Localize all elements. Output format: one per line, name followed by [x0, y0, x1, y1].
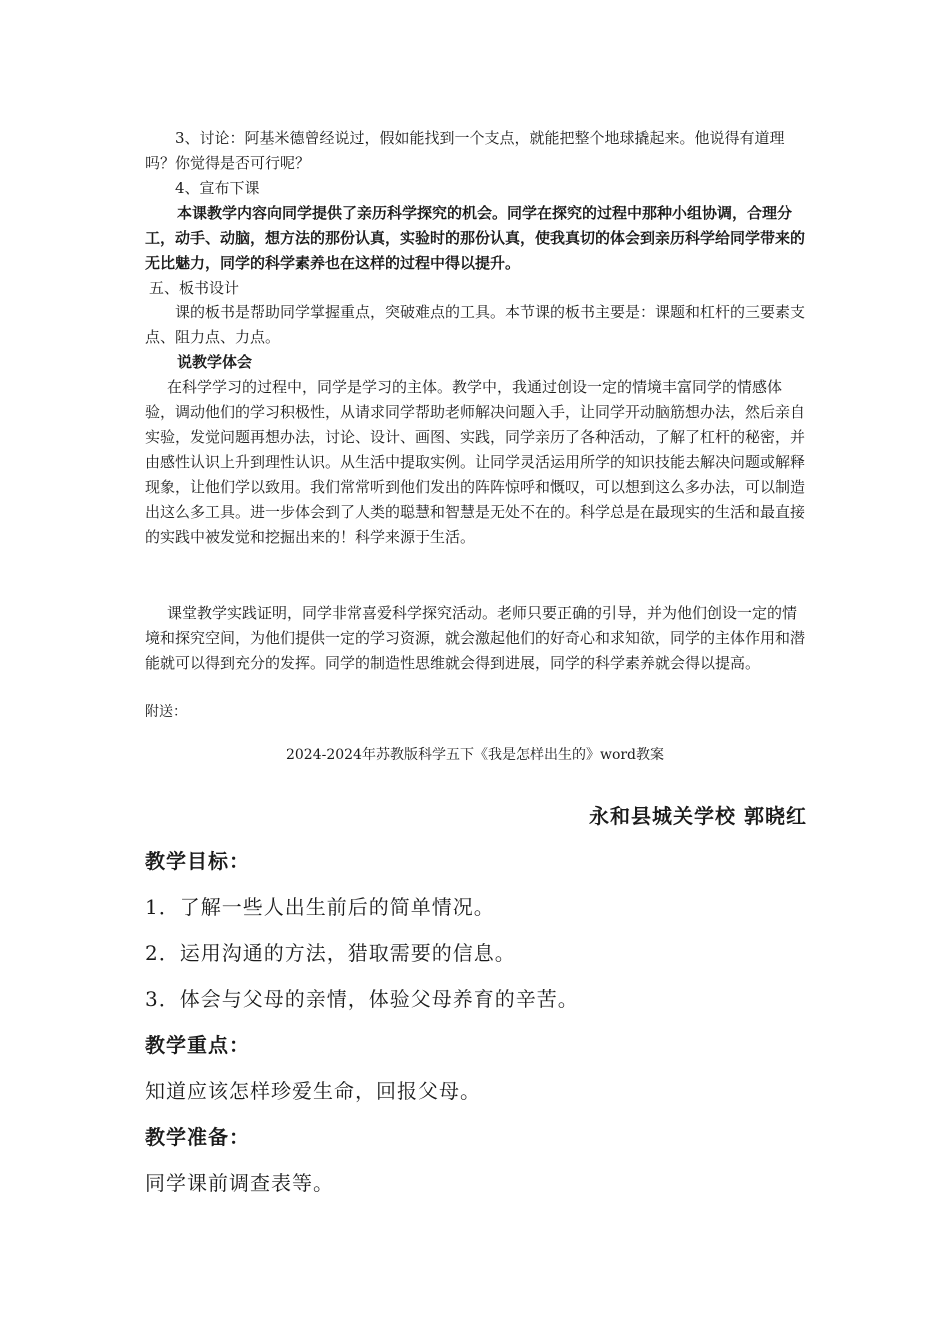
lesson-body — [145, 838, 805, 1206]
board-design-heading-text: 五、板书设计 — [149, 279, 240, 297]
author-text: 永和县城关学校 郭晓红 — [589, 804, 807, 828]
experience-heading-text: 说教学体会 — [177, 353, 253, 371]
dismiss-text: 4、宣布下课 — [175, 179, 260, 197]
experience-paragraph-1 — [145, 375, 805, 550]
experience-text-2: 课堂教学实践证明，同学非常喜爱科学探究活动。老师只要正确的引导，并为他们创设一定的情境和探究空间，为他们提供一定的学习资源，就会激起他们的好奇心和求知欲，同学的主体作用和潜能就可以得到充分的发挥。同学的制造性思维就会得到进展，同学的科学素养就会得以提高。 — [145, 604, 806, 672]
board-design-text: 课的板书是帮助同学掌握重点，突破难点的工具。本节课的板书主要是：课题和杠杆的三要素支点、阻力点、力点。 — [145, 303, 806, 346]
key-heading: 教学重点： — [145, 1033, 250, 1057]
goal-item-3: 3．体会与父母的亲情，体验父母养育的辛苦。 — [145, 987, 579, 1011]
appendix-label — [145, 700, 805, 725]
appendix-title-text: 2024-2024年苏教版科学五下《我是怎样出生的》word教案 — [285, 747, 665, 763]
board-design-paragraph — [145, 300, 805, 350]
goal-item-1: 1．了解一些人出生前后的简单情况。 — [145, 895, 495, 919]
goal-item-2: 2．运用沟通的方法，猎取需要的信息。 — [145, 941, 516, 965]
board-design-heading — [149, 276, 809, 301]
prep-text: 同学课前调查表等。 — [145, 1171, 334, 1195]
key-text: 知道应该怎样珍爱生命，回报父母。 — [145, 1079, 481, 1103]
dismiss-item — [145, 176, 805, 201]
discussion-text: 3、讨论：阿基米德曾经说过，假如能找到一个支点，就能把整个地球撬起来。他说得有道理吗？你觉得是否可行呢？ — [145, 129, 785, 172]
reflection-bold-text: 本课教学内容向同学提供了亲历科学探究的机会。同学在探究的过程中那种小组协调，合理分工，动手、动脑，想方法的那份认真，实验时的那份认真，使我真切的体会到亲历科学给同学带来的无比魅力，同学的科学素养也在这样的过程中得以提升。 — [145, 204, 806, 272]
prep-heading: 教学准备： — [145, 1125, 250, 1149]
experience-text-1: 在科学学习的过程中，同学是学习的主体。教学中，我通过创设一定的情境丰富同学的情感体验，调动他们的学习积极性，从请求同学帮助老师解决问题入手，让同学开动脑筋想办法，然后亲自实验，发觉问题再想办法，讨论、设计、画图、实践，同学亲历了各种活动，了解了杠杆的秘密，并由感性认识上升到理性认识。从生活中提取实例。让同学灵活运用所学的知识技能去解决问题或解释现象，让他们学以致用。我们常常听到他们发出的阵阵惊呼和慨叹，可以想到这么多办法，可以制造出这么多工具。进一步体会到了人类的聪慧和智慧是无处不在的。科学总是在最现实的生活和最直接的实践中被发觉和挖掘出来的！科学来源于生活。 — [145, 378, 806, 546]
reflection-bold-paragraph — [145, 201, 805, 276]
goals-heading: 教学目标： — [145, 849, 250, 873]
appendix-label-text: 附送： — [145, 704, 187, 720]
author-line — [145, 800, 807, 829]
discussion-item — [145, 126, 805, 176]
experience-heading — [177, 350, 837, 375]
experience-paragraph-2 — [145, 601, 805, 676]
appendix-title — [145, 744, 805, 764]
